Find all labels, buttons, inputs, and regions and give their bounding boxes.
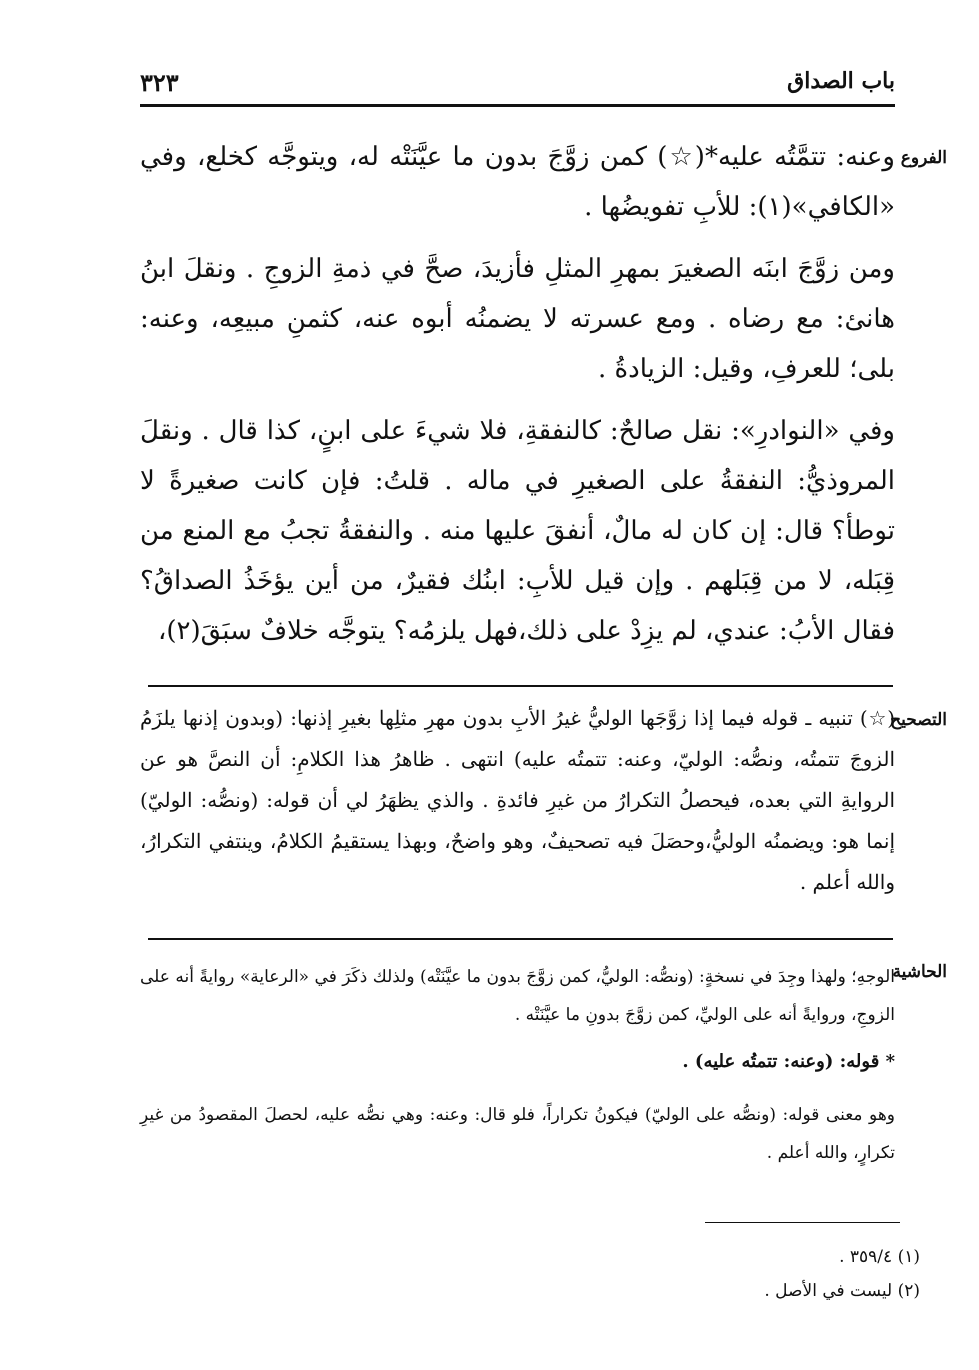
running-header: [140, 68, 895, 102]
side-label-furu: الفروع: [900, 148, 947, 168]
main-text-section: [140, 132, 895, 656]
main-paragraph-3: وفي «النوادرِ»: نقل صالحٌ: كالنفقةِ، فلا شيءَ على ابنٍ، كذا قال . ونقلَ المروذيُّ: النفقةُ على الصغيرِ في ماله . قلتُ: فإن كانت صغيرةً لا توطأ؟ قال: إن كان له مالٌ، أنفقَ عليها منه . والنفقةُ تجبُ مع المنع من قِبَله، لا من قِبَلهم . وإن قيل للأبِ: ابنُك فقيرٌ، من أين يؤخَذُ الصداقُ؟ فقال الأبُ: عندي، لم يزِدْ على ذلك،فهل يلزمُه؟ يتوجَّه خلافٌ سبَقَ(٢)،: [140, 416, 895, 646]
section-rule-2: [148, 938, 893, 940]
hashia-quote: * قوله: (وعنه: تتمتُه عليه) .: [682, 1051, 895, 1072]
side-label-tashih: التصحيح: [890, 710, 947, 730]
side-label-hashia: الحاشية: [892, 962, 947, 982]
tashih-paragraph: (☆) تنبيه ـ قوله فيما إذا زوَّجَها الوليُّ غيرُ الأبِ بدون مهرِ مثلِها بغيرِ إذنها: (وبدون إذنها يلزَمُ الزوجَ تتمتُه، ونصُّه: الوليّ، وعنه: تتمتُه عليه) انتهى . ظاهرُ هذا الكلامِ: أن النصَّ هو عن الروايةِ التي بعده، فيحصلُ التكرارُ من غيرِ فائدةِ . والذي يظهَرُ لي أن قوله: (ونصُّه: الوليّ) إنما هو: ويضمنُه الوليُّ،وحصَلَ فيه تصحيفٌ، وهو واضحٌ، وبهذا يستقيمُ الكلامُ، وينتفي التكرارُ، والله أعلم .: [140, 706, 895, 894]
chapter-title: باب الصداق: [787, 68, 895, 94]
footnotes: [140, 1240, 920, 1308]
main-paragraph-2: ومن زوَّجَ ابنَه الصغيرَ بمهرِ المثلِ فأزيدَ، صحَّ في ذمةِ الزوجِ . ونقلَ ابنُ هانئ: مع رضاه . ومع عسرته لا يضمنُه أبوه عنه، كثمنِ مبيعِه، وعنه: بلى؛ للعرفِ، وقيل: الزيادةُ .: [140, 254, 895, 384]
tashih-section: [140, 698, 895, 903]
hashia-paragraph-2: وهو معنى قوله: (ونصُّه على الوليّ) فيكونُ تكراراً، فلو قال: وعنه: وهي نصُّه عليه، لحصلَ المقصودُ من غيرِ تكرارٍ، والله أعلم .: [140, 1105, 895, 1163]
footnote-1: (١) ٣٥٩/٤ .: [839, 1247, 920, 1267]
main-paragraph-1: وعنه: تتمَّتُه عليه*(☆) كمن زوَّجَ بدون ما عيَّنَتْه له، ويتوجَّه كخلع، وفي «الكافي»(١): للأبِ تفويضُها .: [140, 142, 895, 222]
header-rule: [140, 104, 895, 107]
footnote-rule: [705, 1222, 900, 1223]
section-rule-1: [148, 685, 893, 687]
hashia-section: [140, 958, 895, 1172]
hashia-paragraph-1: الوجهِ؛ ولهذا وجِدَ في نسخةٍ: (ونصُّه: الوليُّ، كمن زوَّجَ بدون ما عيَّنَتْه) ولذلك ذكَرَ في «الرعاية» روايةً أنه على الزوجِ، وروايةً أنه على الوليِّ، كمن زوَّجَ بدونِ ما عيَّنَتْه .: [140, 967, 895, 1025]
footnote-2: (٢) ليست في الأصل .: [764, 1281, 920, 1301]
page-number: ٣٢٣: [140, 68, 179, 97]
